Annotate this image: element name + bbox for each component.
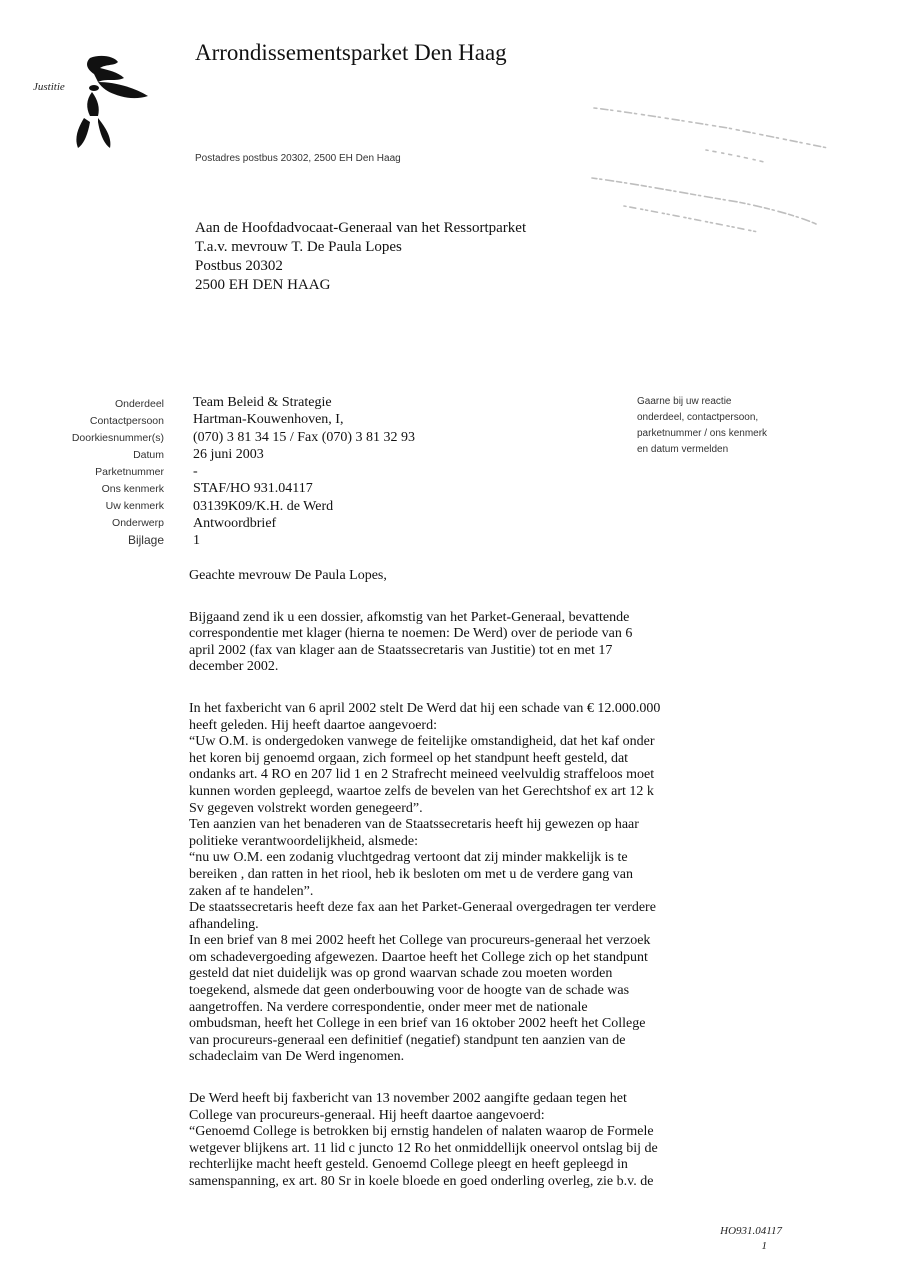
organization-title: Arrondissementsparket Den Haag xyxy=(195,40,507,65)
recipient-address xyxy=(195,219,526,295)
body-line: De Werd heeft bij faxbericht van 13 november 2002 aangifte gedaan tegen het xyxy=(189,1091,627,1107)
body-line: april 2002 (fax van klager aan de Staatssecretaris van Justitie) tot en met 17 xyxy=(189,642,613,658)
paragraph-2 xyxy=(189,701,829,1066)
salutation: Geachte mevrouw De Paula Lopes, xyxy=(189,568,387,583)
meta-label: Ons kenmerk xyxy=(101,483,164,495)
body-line: In een brief van 8 mei 2002 heeft het College van procureurs-generaal het verzoek xyxy=(189,933,651,949)
meta-values xyxy=(193,394,415,550)
body-line: College van procureurs-generaal. Hij heeft daartoe aangevoerd: xyxy=(189,1107,545,1123)
body-line: het koren bij genoemd orgaan, zich formeel op het standpunt heeft gesteld, dat xyxy=(189,750,629,766)
body-line: afhandeling. xyxy=(189,916,259,932)
meta-label: Bijlage xyxy=(127,533,164,547)
body-line: Sv gegeven volstrekt worden genegeerd”. xyxy=(189,800,423,816)
body-line: heeft geleden. Hij heeft daartoe aangevoerd: xyxy=(189,717,437,733)
body-line: zaken af te handelen”. xyxy=(189,883,314,899)
body-line: rechterlijke macht heeft gesteld. Genoemd College pleegt en heeft gepleegd in xyxy=(189,1157,628,1173)
page-number: 1 xyxy=(761,1240,767,1252)
body-line: toegekend, alsmede dat geen onderbouwing voor de hoogte van de schade was xyxy=(189,983,630,999)
meta-label: Contactpersoon xyxy=(89,415,164,427)
meta-label: Parketnummer xyxy=(95,466,164,478)
logo-text: Justitie xyxy=(33,81,65,93)
meta-value: Team Beleid & Strategie xyxy=(193,395,332,410)
reply-instructions-note xyxy=(637,394,767,458)
body-line: “Uw O.M. is ondergedoken vanwege de feitelijke omstandigheid, dat het kaf onder xyxy=(189,734,655,750)
meta-value: STAF/HO 931.04117 xyxy=(193,481,313,497)
recipient-line: T.a.v. mevrouw T. De Paula Lopes xyxy=(195,239,402,255)
body-line: bereiken , dan ratten in het riool, heb ik besloten om met u de verdere gang van xyxy=(189,866,633,882)
meta-label: Doorkiesnummer(s) xyxy=(71,432,164,444)
justitie-logo-icon xyxy=(28,52,158,152)
body-line: van procureurs-generaal een definitief (negatief) standpunt ten aanzien van de xyxy=(189,1032,626,1048)
meta-label: Uw kenmerk xyxy=(105,500,164,512)
recipient-line: Aan de Hoofdadvocaat-Generaal van het Ressortparket xyxy=(195,220,527,236)
paragraph-3 xyxy=(189,1091,829,1191)
body-line: “Genoemd College is betrokken bij ernstig handelen of nalaten waarop de Formele xyxy=(189,1124,654,1140)
body-line: kunnen worden gepleegd, waartoe zelfs de bevelen van het Gerechtshof ex art 12 k xyxy=(189,783,654,799)
body-line: gesteld dat niet duidelijk was op grond waarvan schade zou moeten worden xyxy=(189,966,613,982)
meta-value: - xyxy=(193,464,198,480)
body-line: Bijgaand zend ik u een dossier, afkomstig van het Parket-Generaal, bevattende xyxy=(189,609,630,625)
meta-value: 1 xyxy=(193,533,200,549)
meta-labels xyxy=(40,396,164,549)
body-line: samenspanning, ex art. 80 Sr in koele bloede en goed onderling overleg, zie b.v. de xyxy=(189,1174,654,1189)
body-line: ondanks art. 4 RO en 207 lid 1 en 2 Strafrecht meineed veelvuldig straffeloos moet xyxy=(189,767,655,783)
note-line: Gaarne bij uw reactie xyxy=(637,396,732,407)
body-line: aangetroffen. Na verdere correspondentie, onder meer met de nationale xyxy=(189,999,588,1015)
meta-value: Hartman-Kouwenhoven, I, xyxy=(193,412,344,428)
body-line: politieke verantwoordelijkheid, alsmede: xyxy=(189,833,418,849)
meta-value: (070) 3 81 34 15 / Fax (070) 3 81 32 93 xyxy=(193,429,416,445)
body-line: om schadevergoeding afgewezen. Daartoe heeft het College zich op het standpunt xyxy=(189,949,648,965)
letter-body xyxy=(189,568,829,1191)
meta-value: Antwoordbrief xyxy=(193,516,277,532)
note-line: en datum vermelden xyxy=(637,444,729,455)
body-line: correspondentie met klager (hierna te noemen: De Werd) over de periode van 6 xyxy=(189,626,633,642)
body-line: ombudsman, heeft het College in een brief van 16 oktober 2002 heeft het College xyxy=(189,1016,646,1032)
body-line: Ten aanzien van het benaderen van de Staatssecretaris heeft hij gewezen op haar xyxy=(189,817,639,833)
note-line: parketnummer / ons kenmerk xyxy=(637,428,768,439)
note-line: onderdeel, contactpersoon, xyxy=(637,412,759,423)
meta-label: Datum xyxy=(133,449,164,461)
body-line: wetgever blijkens art. 11 lid c juncto 12 Ro het onmiddellijk oneervol ontslag bij de xyxy=(189,1140,658,1156)
body-line: “nu uw O.M. een zodanig vluchtgedrag vertoont dat zij minder makkelijk is te xyxy=(189,850,628,866)
body-line: december 2002. xyxy=(189,659,279,675)
meta-label: Onderwerp xyxy=(112,517,164,529)
body-line: De staatssecretaris heeft deze fax aan het Parket-Generaal overgedragen ter verdere xyxy=(189,900,656,916)
body-line: In het faxbericht van 6 april 2002 stelt De Werd dat hij een schade van € 12.000.000 xyxy=(189,700,661,716)
received-stamp-icon xyxy=(588,98,838,258)
footer-reference: HO931.04117 xyxy=(720,1225,782,1237)
recipient-line: 2500 EH DEN HAAG xyxy=(195,277,331,293)
postal-address: Postadres postbus 20302, 2500 EH Den Haag xyxy=(195,153,401,164)
meta-value: 26 juni 2003 xyxy=(193,446,264,462)
meta-value: 03139K09/K.H. de Werd xyxy=(193,498,334,514)
body-line: schadeclaim van De Werd ingenomen. xyxy=(189,1049,405,1065)
paragraph-1 xyxy=(189,610,829,676)
recipient-line: Postbus 20302 xyxy=(195,258,283,274)
meta-label: Onderdeel xyxy=(114,398,164,410)
